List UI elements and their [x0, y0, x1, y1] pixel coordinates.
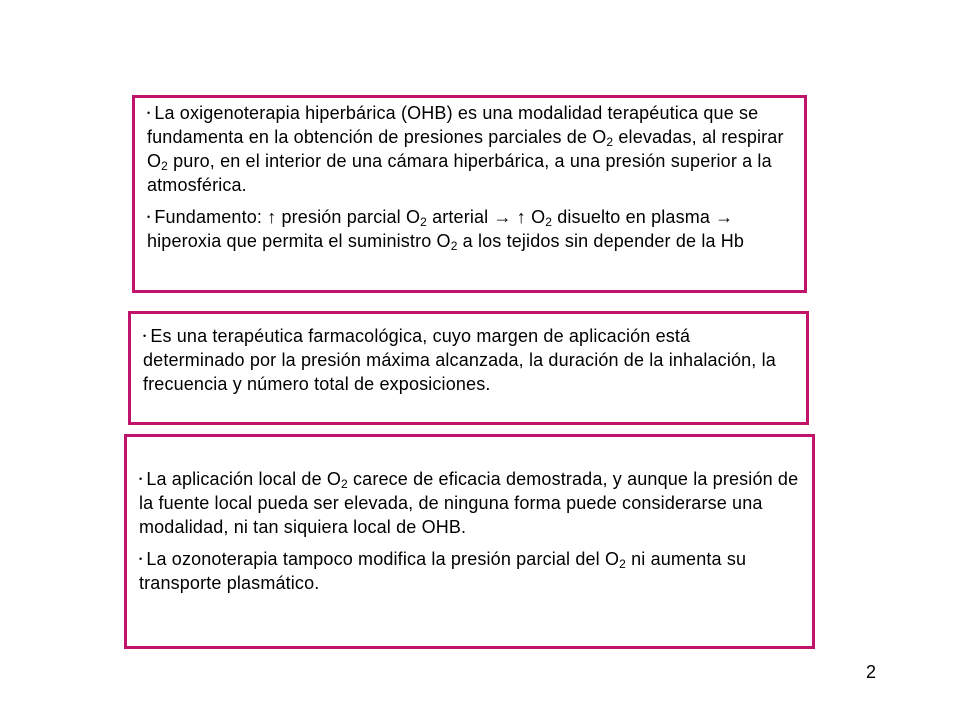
paragraph-fundamento — [147, 205, 792, 253]
text-box-aplicacion-local — [124, 434, 815, 649]
subscript: 2 — [450, 239, 458, 253]
bullet-icon: • — [143, 331, 147, 341]
text-segment: La oxigenoterapia hiperbárica (OHB) es una modalidad terapéutica que se fundamenta en la obtención de presiones parciales de O — [147, 103, 759, 147]
subscript: 2 — [420, 215, 427, 229]
arrow-up-icon: ↑ — [516, 207, 526, 227]
text-segment: arterial — [426, 207, 494, 227]
text-segment: La aplicación local de O — [146, 469, 342, 489]
arrow-up-icon: ↑ — [267, 207, 277, 227]
subscript: 2 — [606, 135, 614, 149]
subscript: 2 — [341, 477, 348, 491]
text-segment: hiperoxia que permita el suministro O — [147, 231, 451, 251]
bullet-icon: • — [147, 212, 151, 222]
text-segment: Fundamento: — [154, 207, 268, 227]
text-segment: ni aumenta su transporte plasmático. — [139, 549, 747, 593]
text-segment: puro, en el interior de una cámara hiperbárica, a una presión superior a la atmosférica. — [147, 151, 772, 195]
subscript: 2 — [619, 557, 626, 571]
text-segment: presión parcial O — [276, 207, 421, 227]
text-segment: Es una terapéutica farmacológica, cuyo margen de aplicación está determinado por la presión máxima alcanzada, la duración de la inhalación, la frecuencia y número total de exposiciones. — [143, 326, 776, 394]
text-box-ohb-definition — [132, 95, 807, 293]
paragraph-farmacologica — [143, 324, 794, 396]
text-segment: a los tejidos sin depender de la Hb — [457, 231, 745, 251]
text-box-farmacologica — [128, 311, 809, 425]
text-segment: disuelto en plasma — [552, 207, 716, 227]
paragraph-ozonoterapia — [139, 547, 800, 595]
subscript: 2 — [545, 215, 553, 229]
text-segment: La ozonoterapia tampoco modifica la presión parcial del O — [146, 549, 620, 569]
bullet-icon: • — [147, 108, 151, 118]
paragraph-aplicacion-local — [139, 467, 800, 539]
bullet-icon: • — [139, 474, 143, 484]
subscript: 2 — [161, 159, 168, 173]
page-number: 2 — [866, 662, 877, 682]
text-segment: carece de eficacia demostrada, y aunque la presión de la fuente local pueda ser elevada, de ninguna forma puede considerarse una modalidad, ni tan siquiera local de OHB. — [139, 469, 799, 537]
bullet-icon: • — [139, 554, 143, 564]
text-segment: elevadas, al respirar O — [147, 127, 784, 171]
paragraph-ohb-definition — [147, 101, 792, 197]
text-segment: O — [525, 207, 546, 227]
arrow-right-icon: → — [715, 207, 734, 227]
arrow-right-icon: → — [493, 207, 512, 227]
